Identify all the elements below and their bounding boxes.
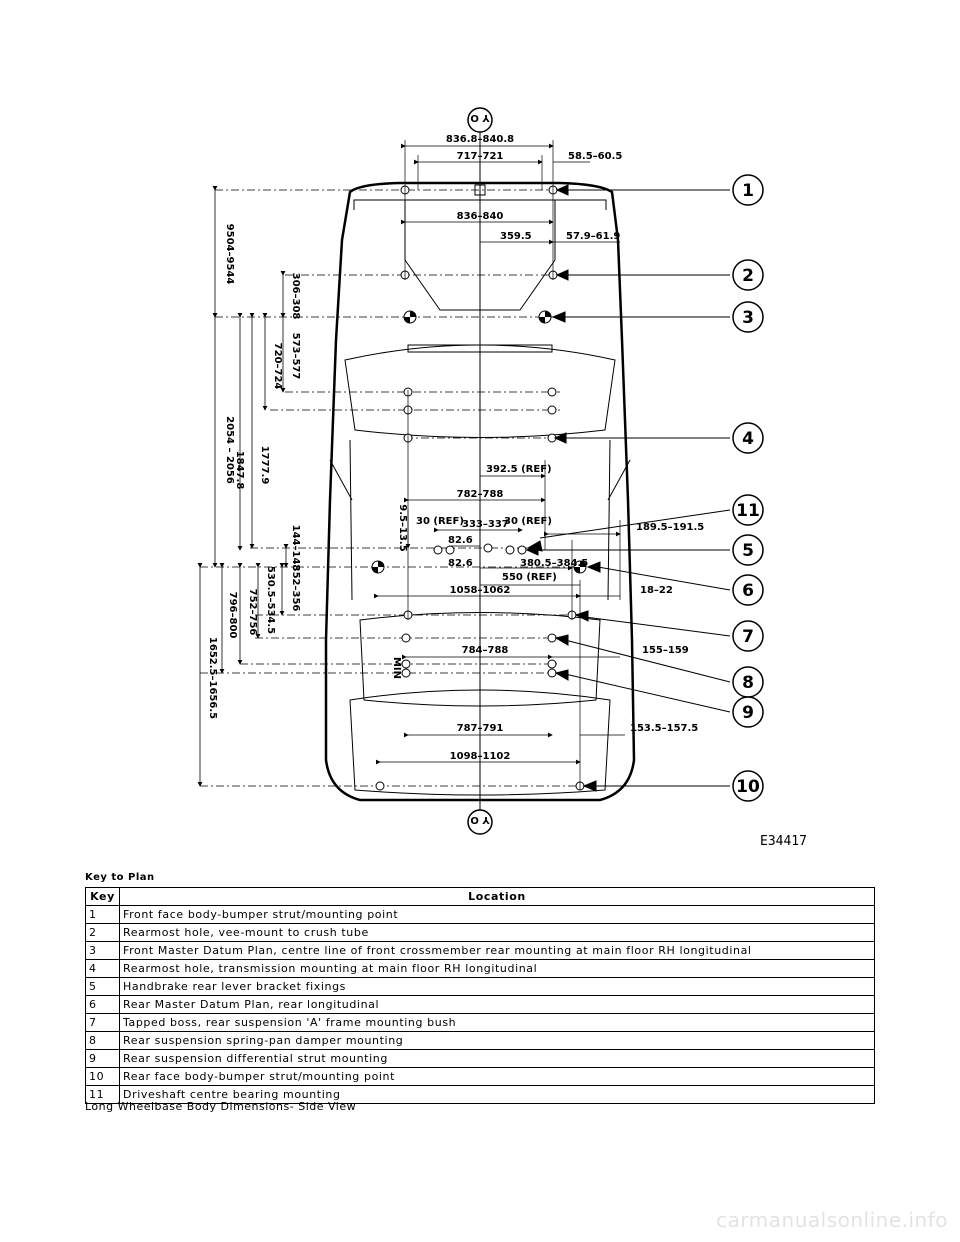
dim-top-overall: 836.8–840.8: [445, 134, 515, 145]
table-row: [86, 996, 875, 1014]
key-number: 2: [86, 924, 120, 942]
callout-5: [733, 535, 763, 565]
callout-label: 2: [742, 266, 754, 286]
dim-w-1098: 1098–1102: [449, 751, 511, 762]
key-table-header: [86, 888, 875, 906]
next-section-heading: Long Wheelbase Body Dimensions- Side View: [85, 1100, 357, 1113]
callout-label: 4: [742, 429, 754, 449]
callout-9: [733, 697, 763, 727]
key-number: 3: [86, 942, 120, 960]
datum-symbol-rear: [468, 810, 492, 834]
table-row: [86, 1032, 875, 1050]
table-row: [86, 1050, 875, 1068]
key-number: 1: [86, 906, 120, 924]
table-row: [86, 942, 875, 960]
dim-w-18: 18–22: [640, 585, 673, 596]
callout-label: 3: [742, 308, 754, 328]
dim-front-width: 836–840: [456, 211, 504, 222]
svg-text:Y O: Y O: [470, 814, 490, 825]
dim-v-752: 752–756: [247, 588, 258, 636]
key-location: Front face body-bumper strut/mounting point: [120, 906, 875, 924]
svg-text:Y O: Y O: [470, 112, 490, 123]
table-row: [86, 924, 875, 942]
callout-6: [733, 575, 763, 605]
key-location: Rearmost hole, vee-mount to crush tube: [120, 924, 875, 942]
point-reference-lines: [200, 190, 585, 786]
figure-id: E34417: [760, 834, 807, 849]
callout-label: 1: [742, 181, 754, 201]
dim-v-530: 530.5–534.5: [265, 565, 276, 635]
key-location: Rear Master Datum Plan, rear longitudinal: [120, 996, 875, 1014]
callout-7: [733, 621, 763, 651]
datum-symbol-front: [468, 108, 492, 132]
key-location: Front Master Datum Plan, centre line of front crossmember rear mounting at main floor RH longitudinal: [120, 942, 875, 960]
dim-w-784: 784–788: [461, 645, 509, 656]
callout-3: [733, 302, 763, 332]
dim-ref-550: 550 (REF): [502, 572, 557, 583]
dim-front-offset: 57.9–61.9: [566, 231, 621, 242]
table-row: [86, 960, 875, 978]
callout-1: [733, 175, 763, 205]
callout-2: [733, 260, 763, 290]
key-location: Rear face body-bumper strut/mounting point: [120, 1068, 875, 1086]
dim-v-306: 306–308: [290, 272, 301, 320]
dim-w-787: 787–791: [456, 723, 504, 734]
key-location: Rearmost hole, transmission mounting at main floor RH longitudinal: [120, 960, 875, 978]
key-number: 8: [86, 1032, 120, 1050]
key-number: 10: [86, 1068, 120, 1086]
dim-v-1652: 1652.5–1656.5: [207, 636, 218, 720]
dim-v-720: 720–724: [272, 342, 283, 390]
callout-label: 9: [742, 703, 754, 723]
key-number: 9: [86, 1050, 120, 1068]
key-location: Tapped boss, rear suspension 'A' frame mounting bush: [120, 1014, 875, 1032]
table-row: [86, 1068, 875, 1086]
dimension-labels: [207, 134, 704, 762]
dim-ref30-right: 30 (REF): [504, 516, 552, 527]
dim-w-1058: 1058–1062: [449, 585, 511, 596]
key-header-location: Location: [120, 888, 875, 906]
key-location: Rear suspension spring-pan damper mounting: [120, 1032, 875, 1050]
dim-v-2054: 2054 – 2056: [224, 416, 235, 484]
callout-4: [733, 423, 763, 453]
callout-label: 8: [742, 673, 754, 693]
dim-v-352: 352–356: [290, 564, 301, 612]
table-row: [86, 1014, 875, 1032]
key-number: 6: [86, 996, 120, 1014]
callout-label: 5: [742, 541, 754, 561]
min-label: MIN: [391, 656, 402, 680]
dim-w-82a: 82.6: [448, 535, 473, 546]
key-location: Handbrake rear lever bracket fixings: [120, 978, 875, 996]
callout-label: 10: [736, 777, 760, 797]
dim-v-front-overall: 9504–9544: [224, 223, 235, 285]
dim-w-189: 189.5–191.5: [636, 522, 705, 533]
dim-w-155: 155–159: [642, 645, 689, 656]
dim-top-offset: 58.5–60.5: [568, 151, 623, 162]
table-row: [86, 978, 875, 996]
key-number: 7: [86, 1014, 120, 1032]
watermark: carmanualsonline.info: [716, 1208, 948, 1232]
dim-v-1847: 1847.8: [234, 450, 245, 490]
callout-label: 11: [736, 501, 760, 521]
dim-w-782: 782–788: [456, 489, 504, 500]
table-row: [86, 906, 875, 924]
key-title: Key to Plan: [85, 872, 155, 883]
dim-w-333: 333–337: [462, 519, 509, 530]
key-location: Rear suspension differential strut mounting: [120, 1050, 875, 1068]
key-table: [85, 887, 875, 1104]
callout-markers: [733, 175, 763, 801]
callout-10: [733, 771, 763, 801]
dim-v-796: 796–800: [227, 591, 238, 639]
key-number: 5: [86, 978, 120, 996]
dim-v-1777: 1777.9: [259, 445, 270, 485]
dim-front-half: 359.5: [500, 231, 532, 242]
dim-w-153: 153.5–157.5: [630, 723, 699, 734]
key-number: 4: [86, 960, 120, 978]
dim-ref-392: 392.5 (REF): [486, 464, 552, 475]
key-header-key: Key: [86, 888, 120, 906]
callout-8: [733, 667, 763, 697]
dim-w-380: 380.5–384.5: [520, 558, 589, 569]
key-location: Driveshaft centre bearing mounting: [120, 1086, 875, 1104]
dim-v-9-5: 9.5–13.5: [397, 504, 408, 552]
dim-w-82b: 82.6: [448, 558, 473, 569]
callout-label: 6: [742, 581, 754, 601]
callout-11: [733, 495, 763, 525]
dim-v-573: 573–577: [290, 332, 301, 380]
key-number: 11: [86, 1086, 120, 1104]
dim-ref30-left: 30 (REF): [416, 516, 464, 527]
dim-top-inner: 717–721: [456, 151, 504, 162]
callout-label: 7: [742, 627, 754, 647]
dim-v-144: 144–148: [290, 524, 301, 572]
